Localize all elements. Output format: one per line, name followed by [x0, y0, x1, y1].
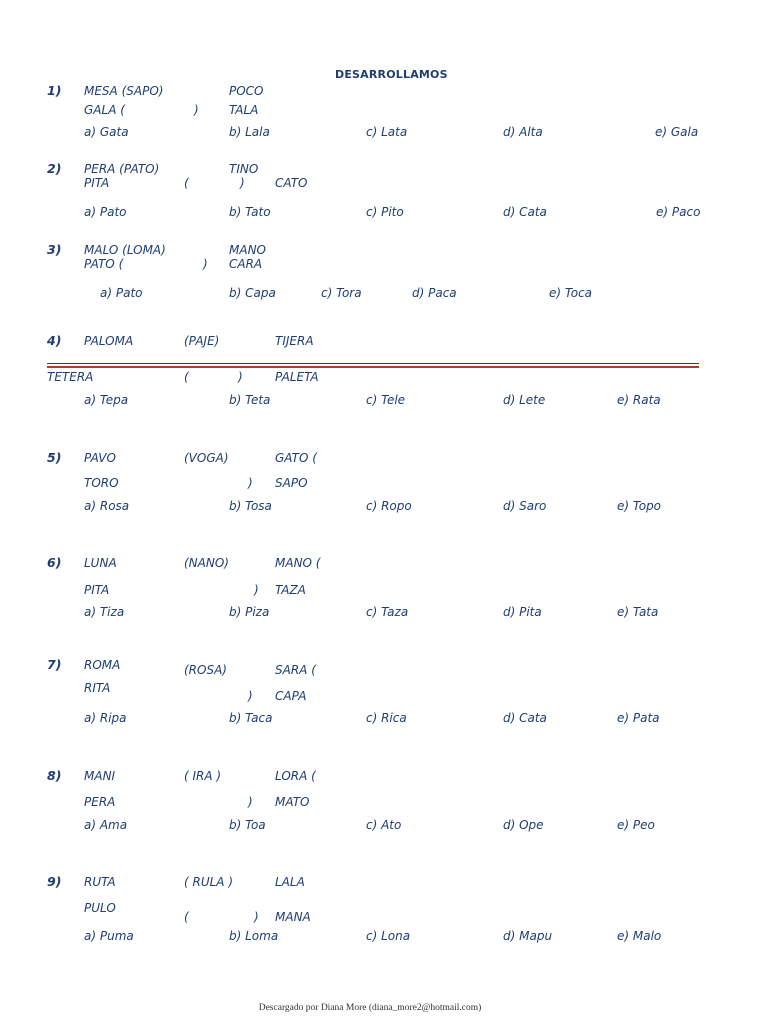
- problem-1-option: a) Gata: [84, 125, 129, 139]
- problem-4-number: 4): [47, 333, 62, 348]
- problem-6-line: PITA: [84, 583, 110, 597]
- problem-9-line: ( RULA ): [184, 875, 234, 889]
- problem-4-option: d) Lete: [503, 393, 546, 407]
- problem-2-number: 2): [47, 161, 62, 176]
- problem-8-option: c) Ato: [366, 818, 402, 832]
- problem-4-line: (: [184, 370, 189, 384]
- problem-3-option: c) Tora: [321, 286, 362, 300]
- problem-9-line: RUTA: [84, 875, 116, 889]
- problem-7-option: c) Rica: [366, 711, 407, 725]
- problem-3-number: 3): [47, 242, 62, 257]
- problem-6-option: c) Taza: [366, 605, 409, 619]
- problem-8-line: LORA (: [275, 769, 316, 783]
- problem-7-line: ROMA: [84, 658, 121, 672]
- problem-7-line: (ROSA): [184, 663, 227, 677]
- problem-8-option: b) Toa: [229, 818, 266, 832]
- problem-5-option: d) Saro: [503, 499, 547, 513]
- problem-3-line: ): [203, 257, 208, 271]
- page-title: DESARROLLAMOS: [335, 68, 448, 81]
- problem-5-option: c) Ropo: [366, 499, 412, 513]
- problem-5-option: a) Rosa: [84, 499, 130, 513]
- problem-7-line: RITA: [84, 681, 111, 695]
- problem-9-line: ): [254, 910, 259, 924]
- problem-6-number: 6): [47, 555, 62, 570]
- problem-4-line: TIJERA: [275, 334, 314, 348]
- problem-3-line: PATO (: [84, 257, 124, 271]
- problem-1-line: ): [194, 103, 199, 117]
- problem-1-line: MESA (SAPO): [84, 84, 164, 98]
- problem-6-line: MANO (: [275, 556, 321, 570]
- problem-2-line: PERA (PATO): [84, 162, 160, 176]
- page-footer: Descargado por Diana More (diana_more2@hotmail.com): [258, 1003, 482, 1013]
- problem-6-option: b) Piza: [229, 605, 270, 619]
- problem-8-line: PERA: [84, 795, 116, 809]
- problem-8-option: e) Peo: [617, 818, 655, 832]
- problem-1-option: d) Alta: [503, 125, 543, 139]
- problem-2-option: d) Cata: [503, 205, 547, 219]
- problem-9-line: (: [184, 910, 189, 924]
- problem-7-option: e) Pata: [617, 711, 660, 725]
- problem-3-option: a) Pato: [100, 286, 143, 300]
- problem-5-line: ): [248, 476, 253, 490]
- problem-5-option: e) Topo: [617, 499, 662, 513]
- problem-2-line: (: [184, 176, 189, 190]
- problem-3-option: b) Capa: [229, 286, 276, 300]
- problem-1-line: TALA: [229, 103, 259, 117]
- problem-1-option: b) Lala: [229, 125, 270, 139]
- problem-9-line: LALA: [275, 875, 305, 889]
- problem-4-line: PALETA: [275, 370, 319, 384]
- problem-2-line: ): [240, 176, 245, 190]
- problem-6-line: (NANO): [184, 556, 229, 570]
- problem-6-option: a) Tiza: [84, 605, 125, 619]
- problem-9-line: MANA: [275, 910, 311, 924]
- problem-4-option: c) Tele: [366, 393, 406, 407]
- problem-3-line: MANO: [229, 243, 266, 257]
- problem-2-option: a) Pato: [84, 205, 127, 219]
- problem-9-option: a) Puma: [84, 929, 134, 943]
- problem-2-line: CATO: [275, 176, 308, 190]
- problem-8-option: d) Ope: [503, 818, 544, 832]
- problem-3-line: CARA: [229, 257, 263, 271]
- problem-2-option: b) Tato: [229, 205, 271, 219]
- problem-5-option: b) Tosa: [229, 499, 272, 513]
- problem-8-line: ( IRA ): [184, 769, 222, 783]
- problem-9-number: 9): [47, 874, 62, 889]
- problem-5-line: PAVO: [84, 451, 116, 465]
- problem-6-option: d) Pita: [503, 605, 542, 619]
- problem-4-line: (PAJE): [184, 334, 220, 348]
- problem-9-option: e) Malo: [617, 929, 662, 943]
- problem-3-option: e) Toca: [549, 286, 593, 300]
- problem-6-line: LUNA: [84, 556, 117, 570]
- problem-9-option: b) Loma: [229, 929, 279, 943]
- divider-dark: [47, 363, 699, 364]
- problem-4-line: TETERA: [47, 370, 94, 384]
- problem-3-option: d) Paca: [412, 286, 457, 300]
- problem-6-line: TAZA: [275, 583, 306, 597]
- problem-8-option: a) Ama: [84, 818, 128, 832]
- problem-5-number: 5): [47, 450, 62, 465]
- problem-7-line: SARA (: [275, 663, 316, 677]
- problem-4-option: e) Rata: [617, 393, 661, 407]
- problem-8-number: 8): [47, 768, 62, 783]
- problem-1-option: e) Gala: [655, 125, 699, 139]
- problem-7-number: 7): [47, 657, 62, 672]
- problem-5-line: (VOGA): [184, 451, 229, 465]
- problem-8-line: MATO: [275, 795, 310, 809]
- divider-red: [47, 366, 699, 368]
- problem-7-option: a) Ripa: [84, 711, 127, 725]
- problem-7-option: d) Cata: [503, 711, 547, 725]
- problem-8-line: MANI: [84, 769, 116, 783]
- problem-1-line: POCO: [229, 84, 264, 98]
- problem-1-line: GALA (: [84, 103, 125, 117]
- problem-8-line: ): [248, 795, 253, 809]
- problem-5-line: SAPO: [275, 476, 308, 490]
- problem-2-line: TINO: [229, 162, 259, 176]
- problem-7-line: ): [248, 689, 253, 703]
- problem-2-line: PITA: [84, 176, 110, 190]
- problem-7-option: b) Taca: [229, 711, 273, 725]
- problem-9-option: c) Lona: [366, 929, 411, 943]
- problem-4-option: b) Teta: [229, 393, 271, 407]
- problem-9-line: PULO: [84, 901, 116, 915]
- problem-5-line: GATO (: [275, 451, 317, 465]
- problem-5-line: TORO: [84, 476, 119, 490]
- problem-6-line: ): [254, 583, 259, 597]
- problem-6-option: e) Tata: [617, 605, 659, 619]
- problem-7-line: CAPA: [275, 689, 307, 703]
- problem-2-option: c) Pito: [366, 205, 404, 219]
- problem-3-line: MALO (LOMA): [84, 243, 166, 257]
- problem-9-option: d) Mapu: [503, 929, 553, 943]
- problem-1-option: c) Lata: [366, 125, 408, 139]
- problem-2-option: e) Paco: [656, 205, 701, 219]
- problem-4-line: PALOMA: [84, 334, 134, 348]
- problem-1-number: 1): [47, 83, 62, 98]
- problem-4-line: ): [238, 370, 243, 384]
- problem-4-option: a) Tepa: [84, 393, 129, 407]
